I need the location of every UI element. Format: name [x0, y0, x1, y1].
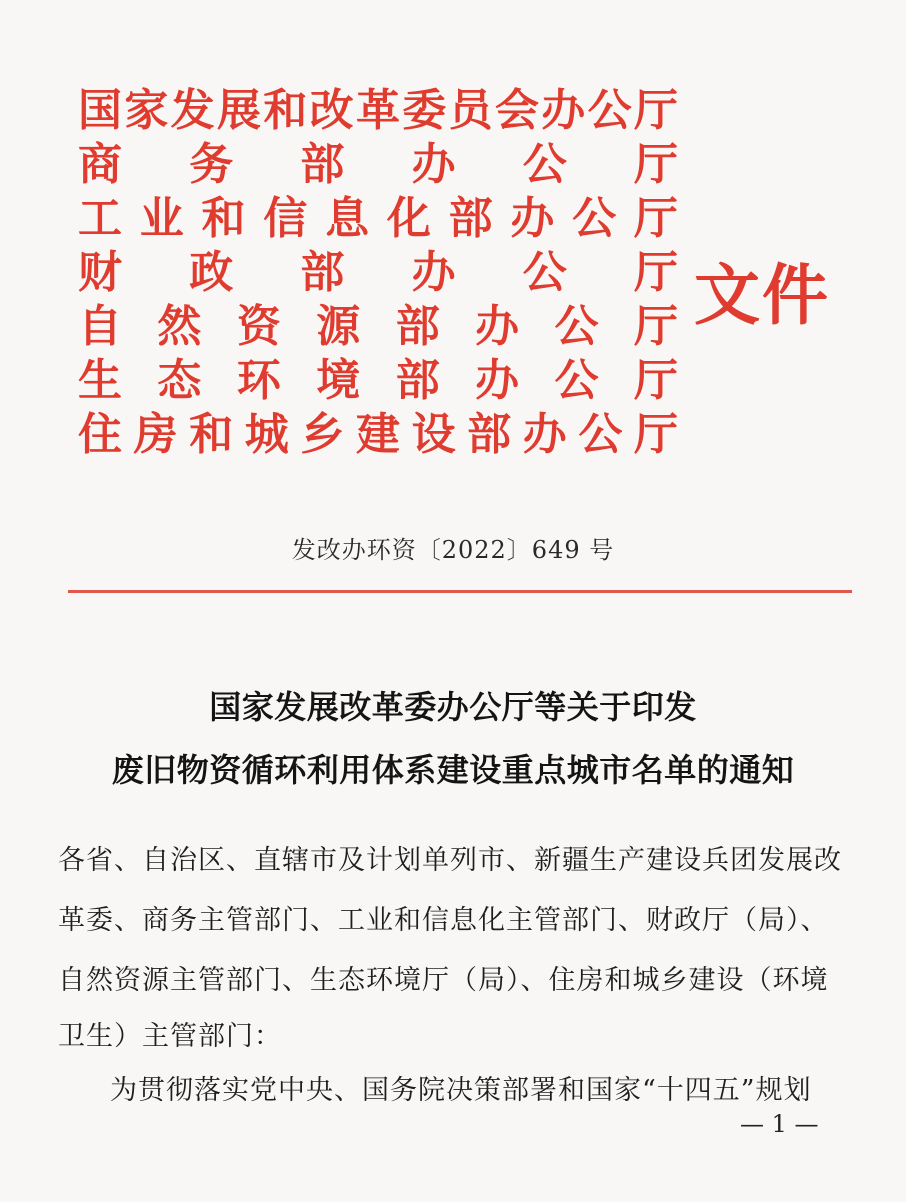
issuer-row	[78, 354, 678, 408]
issuer-char: 厅	[633, 139, 678, 190]
issuer-char: 革	[355, 85, 400, 136]
issuer-char: 部	[448, 193, 493, 244]
issuer-char: 乡	[300, 409, 345, 460]
issuer-char: 化	[386, 193, 431, 244]
issuer-char: 公	[578, 409, 623, 460]
title-line-1: 国家发展改革委办公厅等关于印发	[209, 688, 697, 726]
issuer-char: 家	[124, 85, 169, 136]
issuer-char: 公	[554, 355, 599, 406]
issuer-char: 公	[522, 139, 567, 190]
body-line-3: 自然资源主管部门、生态环境厅（局）、住房和城乡建设（环境	[58, 965, 829, 996]
issuer-char: 办	[475, 301, 520, 352]
issuer-char: 信	[263, 193, 308, 244]
issuer-char: 部	[300, 139, 345, 190]
issuer-char: 和	[263, 85, 308, 136]
issuer-char: 发	[170, 85, 215, 136]
issuer-row	[78, 138, 678, 192]
issuer-char: 资	[236, 301, 281, 352]
issuer-char: 境	[316, 355, 361, 406]
issuer-char: 商	[78, 139, 122, 190]
issuer-char: 和	[189, 409, 234, 460]
issuer-char: 公	[572, 193, 617, 244]
issuer-char: 厅	[633, 355, 678, 406]
issuer-char: 工	[78, 193, 122, 244]
issuer-char: 财	[78, 247, 122, 298]
issuer-char: 办	[510, 193, 555, 244]
issuer-char: 厅	[633, 301, 678, 352]
issuer-char: 公	[554, 301, 599, 352]
issuer-char: 委	[402, 85, 447, 136]
issuer-char: 部	[300, 247, 345, 298]
document-number: 发改办环资〔2022〕649 号	[291, 536, 615, 564]
body-line-4: 卫生）主管部门：	[58, 1021, 282, 1052]
issuer-char: 员	[448, 85, 493, 136]
issuer-char: 房	[133, 409, 178, 460]
issuer-char: 公	[587, 85, 632, 136]
document-label: 文件	[694, 256, 830, 334]
issuer-row	[78, 84, 678, 138]
issuer-char: 办	[475, 355, 520, 406]
issuer-char: 厅	[633, 193, 678, 244]
issuer-char: 厅	[633, 85, 678, 136]
issuer-char: 办	[541, 85, 586, 136]
issuer-char: 务	[189, 139, 234, 190]
issuer-char: 和	[201, 193, 246, 244]
issuer-char: 住	[78, 409, 122, 460]
issuer-char: 会	[494, 85, 539, 136]
issuer-row	[78, 246, 678, 300]
issuer-char: 部	[395, 355, 440, 406]
title-line-2: 废旧物资循环利用体系建设重点城市名单的通知	[111, 751, 795, 789]
issuer-char: 源	[316, 301, 361, 352]
issuer-char: 建	[355, 409, 400, 460]
issuer-char: 息	[325, 193, 370, 244]
issuer-char: 自	[78, 301, 122, 352]
issuer-char: 部	[395, 301, 440, 352]
issuer-char: 办	[522, 409, 567, 460]
issuer-char: 城	[244, 409, 289, 460]
issuer-char: 展	[216, 85, 261, 136]
issuer-char: 业	[139, 193, 184, 244]
issuer-row	[78, 192, 678, 246]
issuer-char: 环	[236, 355, 281, 406]
issuer-char: 生	[78, 355, 122, 406]
body-line-2: 革委、商务主管部门、工业和信息化主管部门、财政厅（局）、	[58, 905, 829, 936]
issuer-char: 办	[411, 139, 456, 190]
issuer-char: 公	[522, 247, 567, 298]
issuer-char: 设	[411, 409, 456, 460]
issuer-char: 部	[467, 409, 512, 460]
issuer-row	[78, 408, 678, 462]
body-line-5: 为贯彻落实党中央、国务院决策部署和国家“十四五”规划	[110, 1075, 812, 1106]
issuer-block	[78, 84, 678, 462]
issuer-char: 办	[411, 247, 456, 298]
body-line-1: 各省、自治区、直辖市及计划单列市、新疆生产建设兵团发展改	[58, 845, 842, 876]
issuer-row	[78, 300, 678, 354]
page-number: — 1 —	[740, 1110, 819, 1138]
issuer-char: 国	[78, 85, 122, 136]
issuer-char: 态	[157, 355, 202, 406]
issuer-char: 改	[309, 85, 354, 136]
issuer-char: 厅	[633, 409, 678, 460]
issuer-char: 厅	[633, 247, 678, 298]
red-separator-line	[68, 590, 852, 593]
issuer-char: 然	[157, 301, 202, 352]
issuer-char: 政	[189, 247, 234, 298]
